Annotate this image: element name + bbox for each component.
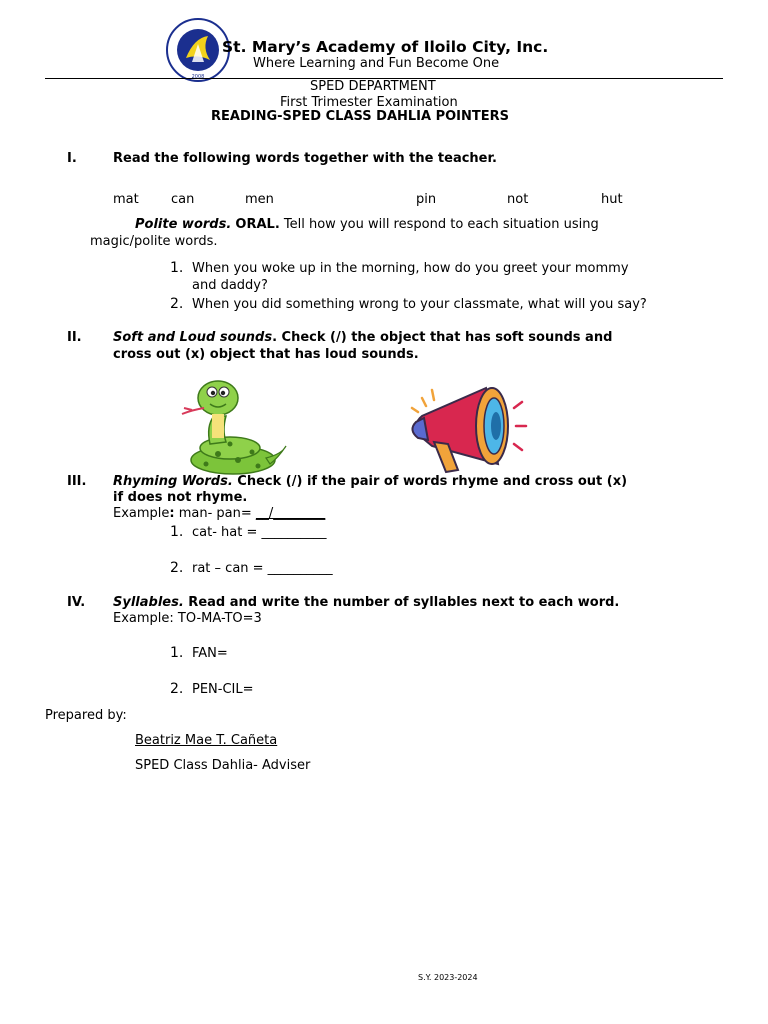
word-4: pin [416,192,437,207]
polite-title: Polite words. [135,217,232,232]
section-4-numeral: IV. [67,595,86,610]
prepared-by-label: Prepared by: [45,708,127,723]
word-6: hut [601,192,623,207]
section-3-instruction: Check (/) if the pair of words rhyme and cross out (x) [232,474,628,489]
rhyme-1-number: 1. [170,524,184,540]
syllable-2-number: 2. [170,681,184,697]
section-3-title: Rhyming Words. [113,474,233,489]
tagline: Where Learning and Fun Become One [253,56,500,71]
polite-line-2: magic/polite words. [90,234,218,249]
section-3-line2: if does not rhyme. [113,490,248,505]
word-2: can [171,192,195,207]
section-4-line1 [113,595,619,610]
logo-year: 2008 [191,74,205,80]
word-1: mat [113,192,139,207]
example-answer: __/________ [255,506,326,521]
preparer-name: Beatriz Mae T. Cañeta [135,733,278,748]
school-year: S.Y. 2023-2024 [418,973,478,982]
section-3-numeral: III. [67,474,87,489]
question-1-line1: When you woke up in the morning, how do you greet your mommy [192,261,629,276]
megaphone-icon [402,380,528,478]
section-4-instruction: Read and write the number of syllables next to each word. [183,595,620,610]
syllable-1-number: 1. [170,645,184,661]
word-3: men [245,192,274,207]
rhyme-2-number: 2. [170,560,184,576]
department: SPED DEPARTMENT [310,79,436,94]
section-1-numeral: I. [67,151,77,166]
polite-words-line [135,217,599,232]
example-text: man- pan= [174,506,256,521]
preparer-position: SPED Class Dahlia- Adviser [135,758,311,773]
polite-instruction: Tell how you will respond to each situation using [279,217,599,232]
section-4-title: Syllables. [113,595,184,610]
section-2-line1 [113,330,612,345]
section-4-example: Example: TO-MA-TO=3 [113,611,262,626]
section-2-line2: cross out (x) object that has loud sounds. [113,347,419,362]
question-2-number: 2. [170,296,184,312]
syllable-2-text: PEN-CIL= [192,682,254,697]
syllable-1-text: FAN= [192,646,228,661]
word-5: not [507,192,529,207]
section-2-instruction: . Check (/) the object that has soft sounds and [272,330,613,345]
snake-icon [178,378,288,476]
example-colon: : [169,506,175,521]
school-name: St. Mary’s Academy of Iloilo City, Inc. [222,38,549,56]
example-label: Exampl [113,506,162,521]
question-1-number: 1. [170,260,184,276]
polite-oral: ORAL. [235,217,280,232]
section-3-example [113,506,325,521]
exam-name: First Trimester Examination [280,95,458,110]
section-2-title: Soft and Loud sounds [113,330,273,345]
question-1-line2: and daddy? [192,278,268,293]
example-label-e: e [161,506,170,521]
rhyme-2-text: rat – can = __________ [192,561,333,576]
section-3-line1 [113,474,627,489]
section-1-instruction: Read the following words together with the teacher. [113,151,497,166]
question-2-line1: When you did something wrong to your classmate, what will you say? [192,297,647,312]
rhyme-1-text: cat- hat = __________ [192,525,327,540]
section-2-numeral: II. [67,330,82,345]
page-title: READING-SPED CLASS DAHLIA POINTERS [211,109,510,124]
